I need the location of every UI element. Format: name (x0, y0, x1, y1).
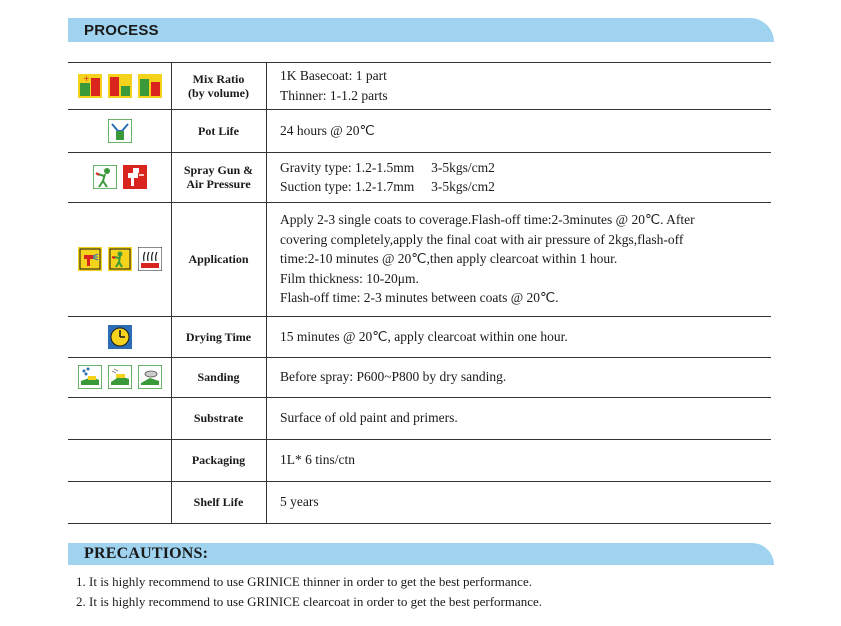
spray-gun-icons (68, 152, 171, 202)
precautions-list (76, 572, 542, 612)
table-row-sanding (68, 357, 771, 398)
application-icons (68, 202, 171, 316)
row-label: Mix Ratio (by volume) (188, 71, 249, 100)
row-value (280, 357, 771, 397)
table-row-packaging (68, 439, 771, 482)
precaution-item: 1. It is highly recommend to use GRINICE thinner in order to get the best performance. (76, 574, 532, 589)
row-value (280, 439, 771, 481)
value-line: Suction type: 1.2-1.7mm 3-5kgs/cm2 (280, 179, 495, 194)
precautions-title: PRECAUTIONS: (84, 545, 209, 562)
value-line: 15 minutes @ 20℃, apply clearcoat within one hour. (280, 328, 568, 344)
row-label: Packaging (191, 453, 246, 467)
row-value (280, 397, 771, 439)
mix-ratio-icon-3 (138, 74, 162, 98)
process-banner (68, 18, 774, 42)
table-row-substrate (68, 397, 771, 440)
value-line: Apply 2-3 single coats to coverage.Flash-off time:2-3minutes @ 20℃. After (280, 212, 695, 228)
table-row-spray-gun (68, 152, 771, 203)
precaution-item: 2. It is highly recommend to use GRINICE clearcoat in order to get the best performance. (76, 594, 543, 609)
row-label: Spray Gun & Air Pressure (183, 163, 254, 191)
row-value (280, 202, 771, 316)
flash-off-icon (138, 247, 162, 271)
table-row-mix-ratio (68, 62, 771, 110)
row-value (280, 316, 771, 357)
sanding-pad-icon (138, 365, 162, 389)
table-row-drying-time (68, 316, 771, 358)
value-line: 24 hours @ 20℃ (280, 122, 375, 138)
value-line: covering completely,apply the final coat with air pressure of 2kgs,flash-off (280, 231, 684, 247)
row-label: Application (188, 252, 249, 266)
row-label: Pot Life (198, 123, 239, 138)
value-line: Surface of old paint and primers. (280, 410, 458, 426)
value-line: 5 years (280, 494, 319, 510)
row-value (280, 152, 771, 202)
mix-ratio-icon-2 (108, 74, 132, 98)
table-row-shelf-life (68, 481, 771, 524)
clock-icon (108, 325, 132, 349)
sanding-icons (68, 357, 171, 397)
value-line: 1L* 6 tins/ctn (280, 452, 355, 468)
value-line: Film thickness: 10-20μm. (280, 270, 419, 286)
application-spray-icon (78, 247, 102, 271)
dry-sanding-icon (108, 365, 132, 389)
value-line: Before spray: P600~P800 by dry sanding. (280, 369, 507, 385)
row-value (280, 109, 771, 152)
value-line: Thinner: 1-1.2 parts (280, 87, 388, 103)
precautions-banner (68, 543, 774, 565)
table-row-application (68, 202, 771, 317)
drying-time-icons (68, 316, 171, 357)
value-line: Flash-off time: 2-3 minutes between coats @ 20℃. (280, 290, 559, 306)
row-label: Sanding (197, 370, 240, 384)
process-title: PROCESS (84, 22, 159, 39)
row-value (280, 481, 771, 523)
value-line: time:2-10 minutes @ 20℃,then apply clearcoat within 1 hour. (280, 251, 618, 267)
row-label: Drying Time (185, 329, 252, 344)
spray-gun-icon (93, 165, 117, 189)
pot-life-icons (68, 109, 171, 152)
row-label: Substrate (193, 411, 244, 425)
value-line: 1K Basecoat: 1 part (280, 68, 387, 83)
wet-sanding-icon (78, 365, 102, 389)
application-gun-icon (108, 247, 132, 271)
value-line: Gravity type: 1.2-1.5mm 3-5kgs/cm2 (280, 159, 495, 175)
table-row-pot-life (68, 109, 771, 153)
mix-ratio-icons (68, 62, 171, 109)
mix-ratio-icon (78, 74, 102, 98)
row-label: Shelf Life (193, 495, 244, 509)
air-pressure-icon (123, 165, 147, 189)
svg-text:+: + (82, 73, 90, 83)
pot-life-icon (108, 119, 132, 143)
row-value (280, 62, 771, 109)
